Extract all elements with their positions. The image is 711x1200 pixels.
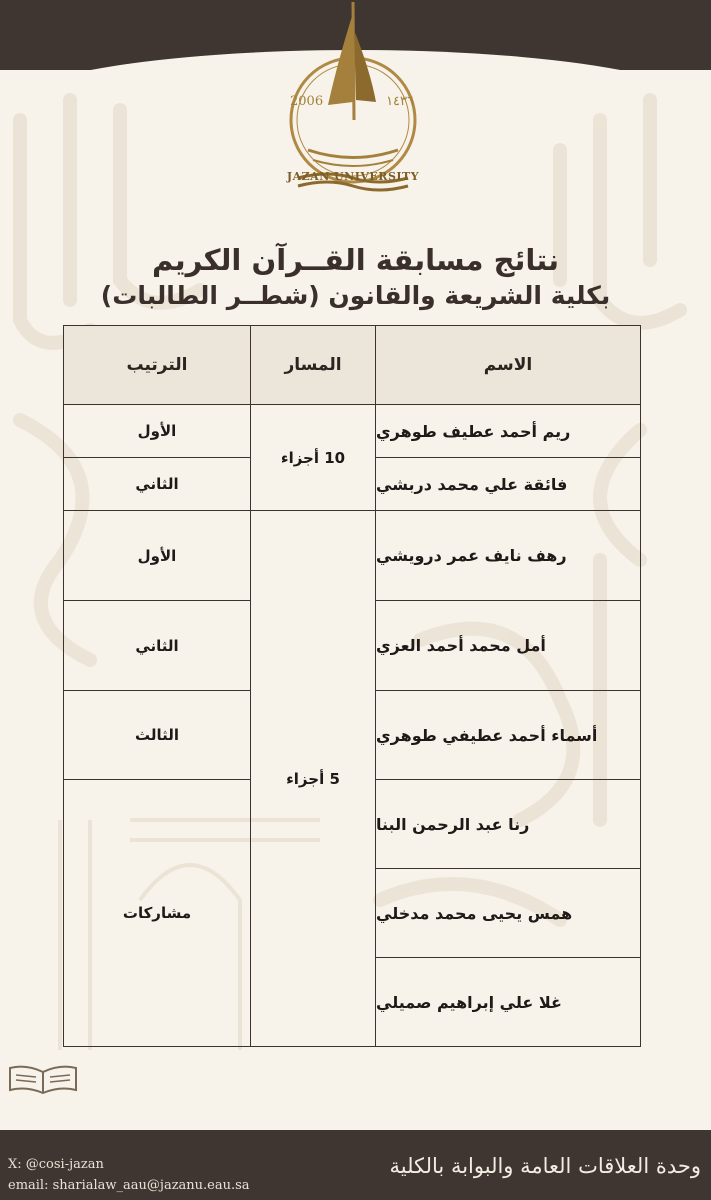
rank-cell-1: الأول — [63, 404, 251, 458]
page-title: نتائج مسابقة القــرآن الكريم — [151, 243, 560, 277]
footer-contacts — [8, 1154, 250, 1196]
name-cell-8: غلا علي إبراهيم صميلي — [375, 957, 641, 1047]
name-cell-7: همس يحيى محمد مدخلي — [375, 868, 641, 958]
name-cell-1: ريم أحمد عطيف طوهري — [375, 404, 641, 458]
rank-cell-4: الثاني — [63, 600, 251, 691]
university-logo — [268, 0, 438, 195]
rank-cell-2: الثاني — [63, 457, 251, 511]
footer-unit-name: وحدة العلاقات العامة والبوابة بالكلية — [389, 1154, 701, 1178]
track-cell-10: 10 أجزاء — [250, 404, 376, 511]
name-cell-4: أمل محمد أحمد العزي — [375, 600, 641, 691]
name-cell-3: رهف نايف عمر درويشي — [375, 510, 641, 601]
header-track: المسار — [250, 325, 376, 405]
footer-x-handle[interactable]: X: @cosi-jazan — [8, 1157, 104, 1172]
name-cell-5: أسماء أحمد عطيفي طوهري — [375, 690, 641, 780]
footer-email[interactable]: email: sharialaw_aau@jazanu.eau.sa — [8, 1178, 250, 1193]
name-cell-6: رنا عبد الرحمن البنا — [375, 779, 641, 869]
header-name: الاسم — [375, 325, 641, 405]
rank-cell-3: الأول — [63, 510, 251, 601]
rank-cell-5: الثالث — [63, 690, 251, 780]
logo-year-hijri: ١٤٣٦ — [386, 94, 414, 109]
name-cell-2: فائقة علي محمد دربشي — [375, 457, 641, 511]
page-subtitle: بكلية الشريعة والقانون (شطــر الطالبات) — [100, 281, 611, 310]
participants-cell: مشاركات — [63, 779, 251, 1047]
logo-university-name: JAZAN UNIVERSITY — [286, 170, 420, 183]
results-table — [63, 325, 641, 1047]
header-rank: الترتيب — [63, 325, 251, 405]
track-cell-5: 5 أجزاء — [250, 510, 376, 1047]
logo-year-gregorian: 2006 — [290, 94, 324, 109]
open-book-icon — [6, 1062, 80, 1098]
